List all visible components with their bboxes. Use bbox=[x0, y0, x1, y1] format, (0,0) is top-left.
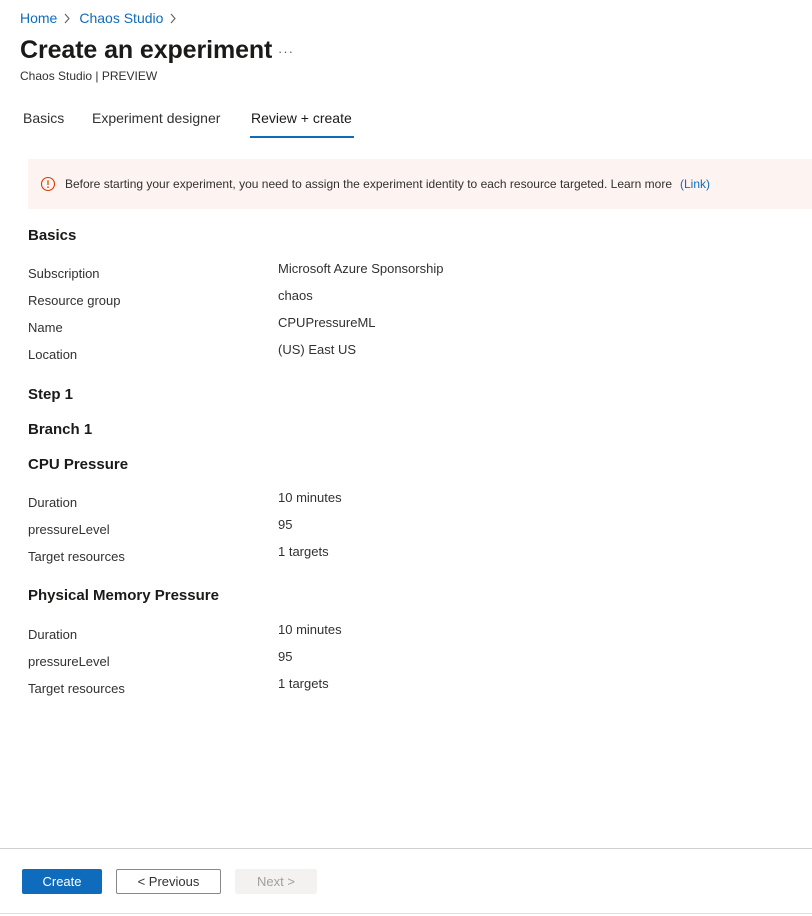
more-options-button[interactable]: ··· bbox=[278, 44, 294, 59]
page-title: Create an experiment bbox=[20, 36, 273, 64]
section-heading-step: Step 1 bbox=[28, 386, 74, 403]
chevron-right-icon bbox=[163, 10, 185, 26]
info-icon bbox=[40, 176, 56, 192]
breadcrumb bbox=[20, 10, 185, 26]
summary-label-duration: Duration bbox=[28, 495, 78, 510]
breadcrumb-home[interactable]: Home bbox=[20, 10, 58, 26]
section-heading-basics: Basics bbox=[28, 227, 77, 244]
tab-basics[interactable]: Basics bbox=[23, 110, 65, 126]
create-button[interactable]: Create bbox=[22, 869, 102, 894]
tab-review-create[interactable]: Review + create bbox=[251, 110, 352, 126]
summary-value-name: CPUPressureML bbox=[278, 315, 376, 330]
section-heading-branch: Branch 1 bbox=[28, 421, 93, 438]
banner-text: Before starting your experiment, you need to assign the experiment identity to each resource targeted. Learn more bbox=[65, 177, 673, 191]
section-heading-physical-memory-pressure: Physical Memory Pressure bbox=[28, 587, 219, 604]
bottom-divider bbox=[0, 913, 812, 914]
summary-label-location: Location bbox=[28, 347, 78, 362]
summary-label-name: Name bbox=[28, 320, 63, 335]
banner-learn-more-link[interactable]: (Link) bbox=[680, 177, 711, 191]
summary-value-pressure-level: 95 bbox=[278, 649, 293, 664]
summary-label-target-resources: Target resources bbox=[28, 681, 125, 696]
summary-value-location: (US) East US bbox=[278, 342, 357, 357]
section-heading-cpu-pressure: CPU Pressure bbox=[28, 456, 129, 473]
summary-label-subscription: Subscription bbox=[28, 266, 100, 281]
breadcrumb-chaos-studio[interactable]: Chaos Studio bbox=[79, 10, 164, 26]
summary-label-resource-group: Resource group bbox=[28, 293, 121, 308]
summary-value-subscription: Microsoft Azure Sponsorship bbox=[278, 261, 444, 276]
page-subtitle: Chaos Studio | PREVIEW bbox=[20, 69, 158, 83]
info-banner bbox=[28, 159, 812, 209]
summary-label-pressure-level: pressureLevel bbox=[28, 654, 110, 669]
chevron-right-icon bbox=[57, 10, 79, 26]
summary-label-target-resources: Target resources bbox=[28, 549, 125, 564]
summary-value-duration: 10 minutes bbox=[278, 490, 342, 505]
summary-value-pressure-level: 95 bbox=[278, 517, 293, 532]
previous-button[interactable]: < Previous bbox=[116, 869, 221, 894]
summary-label-duration: Duration bbox=[28, 627, 78, 642]
summary-label-pressure-level: pressureLevel bbox=[28, 522, 110, 537]
summary-value-target-resources: 1 targets bbox=[278, 676, 329, 691]
summary-value-resource-group: chaos bbox=[278, 288, 313, 303]
summary-value-duration: 10 minutes bbox=[278, 622, 342, 637]
summary-value-target-resources: 1 targets bbox=[278, 544, 329, 559]
next-button: Next > bbox=[235, 869, 317, 894]
active-tab-indicator bbox=[250, 136, 354, 138]
footer-divider bbox=[0, 848, 812, 849]
tab-experiment-designer[interactable]: Experiment designer bbox=[92, 110, 221, 126]
